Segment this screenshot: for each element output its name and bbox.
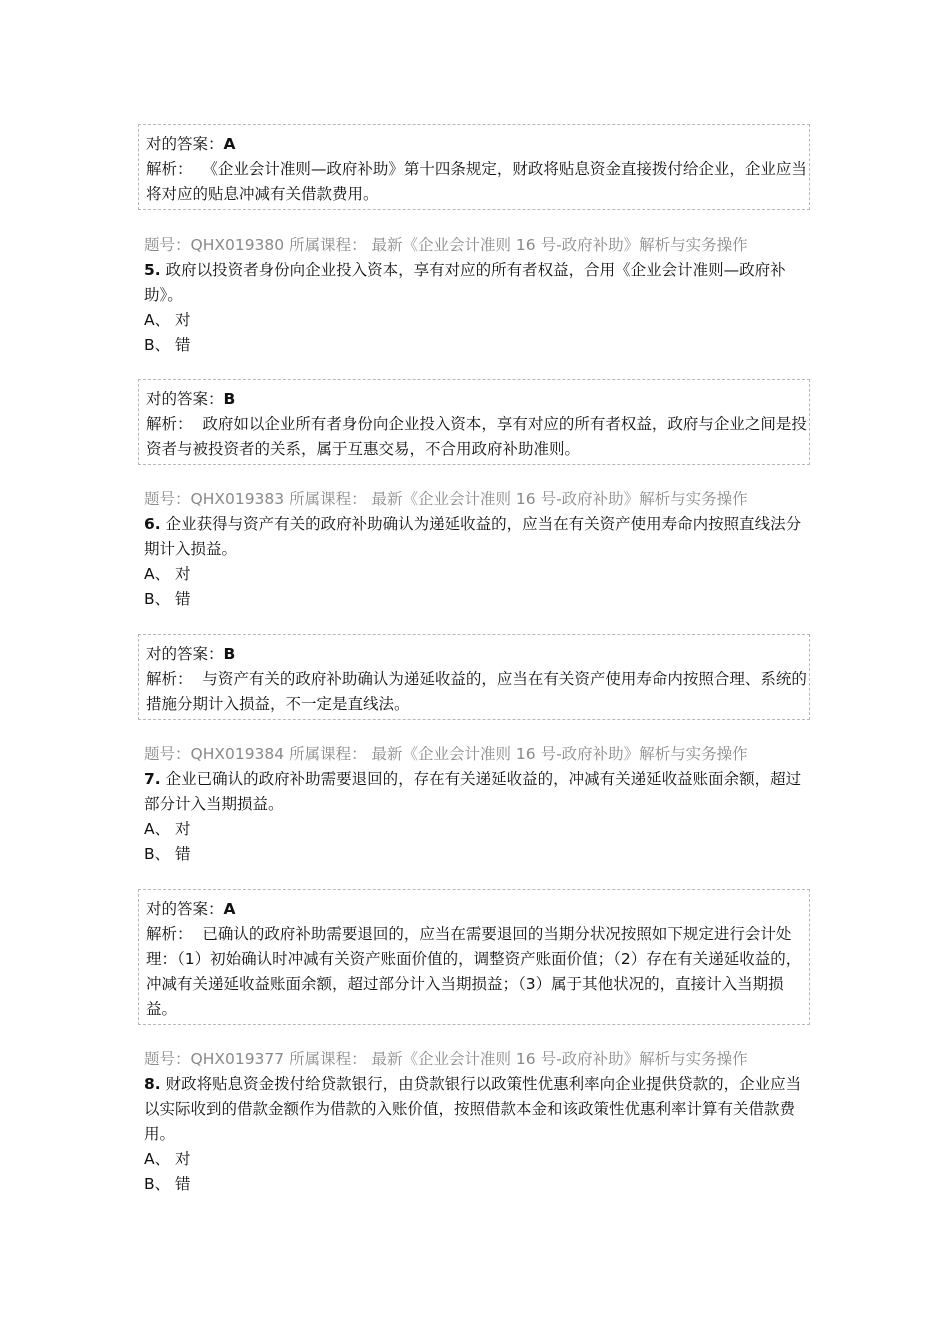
- answer-line: [146, 642, 809, 667]
- answer-line: [146, 897, 809, 922]
- analysis-label: 解析：: [146, 925, 193, 943]
- answer-label: 对的答案：: [146, 645, 224, 663]
- analysis-text: 与资产有关的政府补助确认为递延收益的，应当在有关资产使用寿命内按照合理、系统的措施分期计入损益，不一定是直线法。: [146, 670, 807, 713]
- question-block: [144, 233, 816, 358]
- question-body: 企业获得与资产有关的政府补助确认为递延收益的，应当在有关资产使用寿命内按照直线法分期计入损益。: [144, 515, 802, 558]
- question-meta: 题号：QHX019384 所属课程： 最新《企业会计准则 16 号-政府补助》解析与实务操作: [144, 745, 748, 763]
- analysis-line: [146, 157, 809, 207]
- question-number: 7.: [144, 770, 161, 788]
- answer-value: B: [223, 390, 236, 408]
- question-text: [144, 512, 816, 562]
- answer-value: A: [223, 135, 236, 153]
- answer-box: [138, 124, 810, 210]
- answer-value: B: [223, 645, 236, 663]
- question-body: 政府以投资者身份向企业投入资本，享有对应的所有者权益，合用《企业会计准则—政府补助》。: [144, 261, 786, 304]
- option-b: B、 错: [144, 845, 191, 863]
- answer-label: 对的答案：: [146, 390, 224, 408]
- question-text: [144, 767, 816, 817]
- option-a: A、 对: [144, 820, 191, 838]
- question-meta: 题号：QHX019383 所属课程： 最新《企业会计准则 16 号-政府补助》解析与实务操作: [144, 490, 748, 508]
- analysis-line: [146, 412, 809, 462]
- option-a: A、 对: [144, 311, 191, 329]
- option-a: A、 对: [144, 565, 191, 583]
- analysis-text: 《企业会计准则—政府补助》第十四条规定，财政将贴息资金直接拨付给企业，企业应当将对应的贴息冲减有关借款费用。: [146, 160, 807, 203]
- option-a: A、 对: [144, 1150, 191, 1168]
- answer-line: [146, 132, 809, 157]
- option-b: B、 错: [144, 590, 191, 608]
- analysis-line: [146, 667, 809, 717]
- question-number: 8.: [144, 1075, 161, 1093]
- question-body: 财政将贴息资金拨付给贷款银行，由贷款银行以政策性优惠利率向企业提供贷款的，企业应当以实际收到的借款金额作为借款的入账价值，按照借款本金和该政策性优惠利率计算有关借款费用。: [144, 1075, 802, 1143]
- answer-box: [138, 889, 810, 1025]
- answer-line: [146, 387, 809, 412]
- question-meta: 题号：QHX019380 所属课程： 最新《企业会计准则 16 号-政府补助》解析与实务操作: [144, 236, 748, 254]
- question-text: [144, 1072, 816, 1147]
- question-number: 5.: [144, 261, 161, 279]
- question-block: [144, 1047, 816, 1197]
- answer-value: A: [223, 900, 236, 918]
- question-number: 6.: [144, 515, 161, 533]
- analysis-label: 解析：: [146, 415, 193, 433]
- option-b: B、 错: [144, 336, 191, 354]
- analysis-text: 已确认的政府补助需要退回的，应当在需要退回的当期分状况按照如下规定进行会计处理：（1）初始确认时冲减有关资产账面价值的，调整资产账面价值；（2）存在有关递延收益的，冲减有关递延收益账面余额，超过部分计入当期损益；（3）属于其他状况的，直接计入当期损益。: [146, 925, 802, 1018]
- question-block: [144, 487, 816, 612]
- analysis-text: 政府如以企业所有者身份向企业投入资本，享有对应的所有者权益，政府与企业之间是投资者与被投资者的关系，属于互惠交易，不合用政府补助准则。: [146, 415, 807, 458]
- answer-box: [138, 634, 810, 720]
- analysis-line: [146, 922, 809, 1022]
- question-body: 企业已确认的政府补助需要退回的，存在有关递延收益的，冲减有关递延收益账面余额，超过部分计入当期损益。: [144, 770, 802, 813]
- question-block: [144, 742, 816, 867]
- question-text: [144, 258, 816, 308]
- answer-label: 对的答案：: [146, 135, 224, 153]
- answer-box: [138, 379, 810, 465]
- option-b: B、 错: [144, 1175, 191, 1193]
- analysis-label: 解析：: [146, 670, 193, 688]
- question-meta: 题号：QHX019377 所属课程： 最新《企业会计准则 16 号-政府补助》解析与实务操作: [144, 1050, 748, 1068]
- answer-label: 对的答案：: [146, 900, 224, 918]
- analysis-label: 解析：: [146, 160, 193, 178]
